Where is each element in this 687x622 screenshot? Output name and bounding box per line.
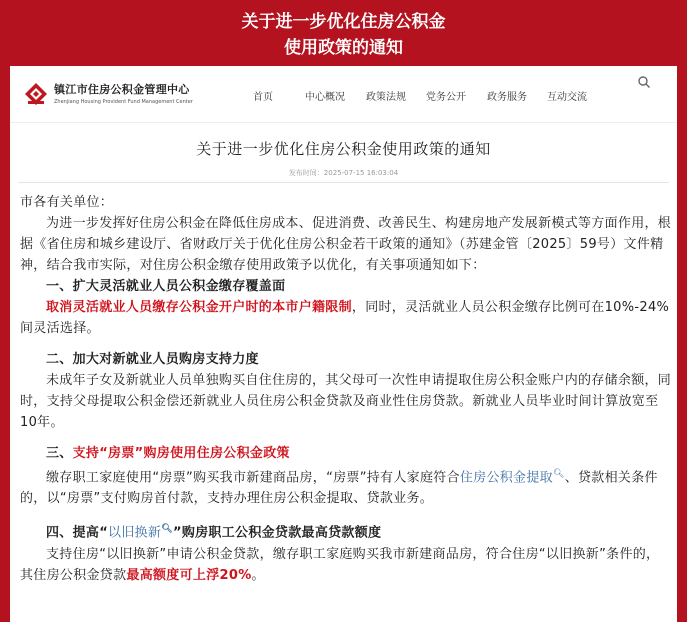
- section-4-text-b: ”购房职工公积金贷款最高贷款额度: [172, 525, 382, 541]
- magnifier-icon[interactable]: 🔍︎: [161, 524, 173, 535]
- section-4-body-text: 支持住房“以旧换新”申请公积金贷款，缴存职工家庭购买我市新建商品房，符合住房“以旧换新”条件的，其住房公积金贷款: [20, 546, 660, 583]
- section-1-text: ，同时，灵活就业人员公积金缴存比例可在10%-24%间灵活选择。: [20, 300, 670, 336]
- section-3-number: 三、: [46, 446, 73, 461]
- logo-english-name: Zhenjiang Housing Provident Fund Management Center: [54, 99, 193, 105]
- logo-name: 镇江市住房公积金管理中心: [54, 83, 190, 96]
- section-4-link[interactable]: 以旧换新: [108, 525, 162, 541]
- nav-item-policy[interactable]: 政策法规: [366, 92, 406, 103]
- section-2-body: 未成年子女及新就业人员单独购买自住住房的，其父母可一次性申请提取住房公积金账户内的存储余额，同时，支持父母提取公积金偿还新就业人员住房公积金贷款及商业性住房贷款。新就业人员毕业时间计算放宽至10年。: [20, 373, 672, 430]
- webpage: [10, 66, 677, 622]
- article-body: [20, 192, 672, 586]
- section-4-text-a: 四、提高“: [46, 525, 109, 541]
- section-1-highlight: 取消灵活就业人员缴存公积金开户时的本市户籍限制: [46, 300, 352, 315]
- section-3-text-a: 缴存职工家庭使用“房票”购买我市新建商品房，“房票”持有人家庭符合: [46, 470, 460, 486]
- section-3-text-b: 、贷款相关条件的，以“房票”支付购房首付款，支持办理住房公积金提取、贷款业务。: [20, 470, 658, 507]
- magnifier-icon[interactable]: 🔍︎: [552, 469, 565, 479]
- nav-item-overview[interactable]: 中心概况: [305, 92, 345, 103]
- article-title: 关于进一步优化住房公积金使用政策的通知: [196, 140, 491, 158]
- logo-icon[interactable]: [24, 82, 48, 106]
- nav-item-home[interactable]: 首页: [253, 92, 273, 103]
- intro-paragraph: 为进一步发挥好住房公积金在降低住房成本、促进消费、改善民生、构建房地产发展新模式等方面作用，根据《省住房和城乡建设厅、省财政厅关于优化住房公积金若干政策的通知》（苏建金管〔2025〕59号）文件精神，结合我市实际，对住房公积金缴存使用政策予以优化，有关事项通知如下：: [20, 216, 672, 273]
- publish-time: 发布时间：2025-07-15 16:03:04: [288, 169, 399, 177]
- nav-item-interaction[interactable]: 互动交流: [547, 92, 587, 103]
- nav-item-party-affairs[interactable]: 党务公开: [426, 92, 466, 103]
- banner-title-line2: 使用政策的通知: [284, 38, 403, 58]
- section-1-heading: 一、扩大灵活就业人员公积金缴存覆盖面: [46, 279, 286, 294]
- section-3-link[interactable]: 住房公积金提取: [459, 470, 553, 486]
- section-1-body: [20, 297, 672, 339]
- divider: [18, 182, 669, 183]
- search-icon[interactable]: [637, 75, 651, 89]
- banner-title-line1: 关于进一步优化住房公积金: [241, 12, 446, 32]
- section-3-body: [20, 464, 672, 509]
- salutation: 市各有关单位：: [20, 195, 114, 210]
- nav-item-services[interactable]: 政务服务: [487, 92, 527, 103]
- section-4-heading: [20, 519, 672, 543]
- section-3-heading: [20, 443, 672, 464]
- section-4-body: [20, 544, 672, 586]
- banner: [0, 0, 687, 64]
- section-4-end: 。: [251, 567, 265, 583]
- section-4-highlight: 最高额度可上浮20%: [126, 567, 252, 583]
- section-3-highlight: 支持“房票”购房使用住房公积金政策: [72, 446, 290, 461]
- section-2-heading: 二、加大对新就业人员购房支持力度: [46, 352, 259, 367]
- site-header: [10, 66, 677, 123]
- logo-text[interactable]: [54, 83, 193, 106]
